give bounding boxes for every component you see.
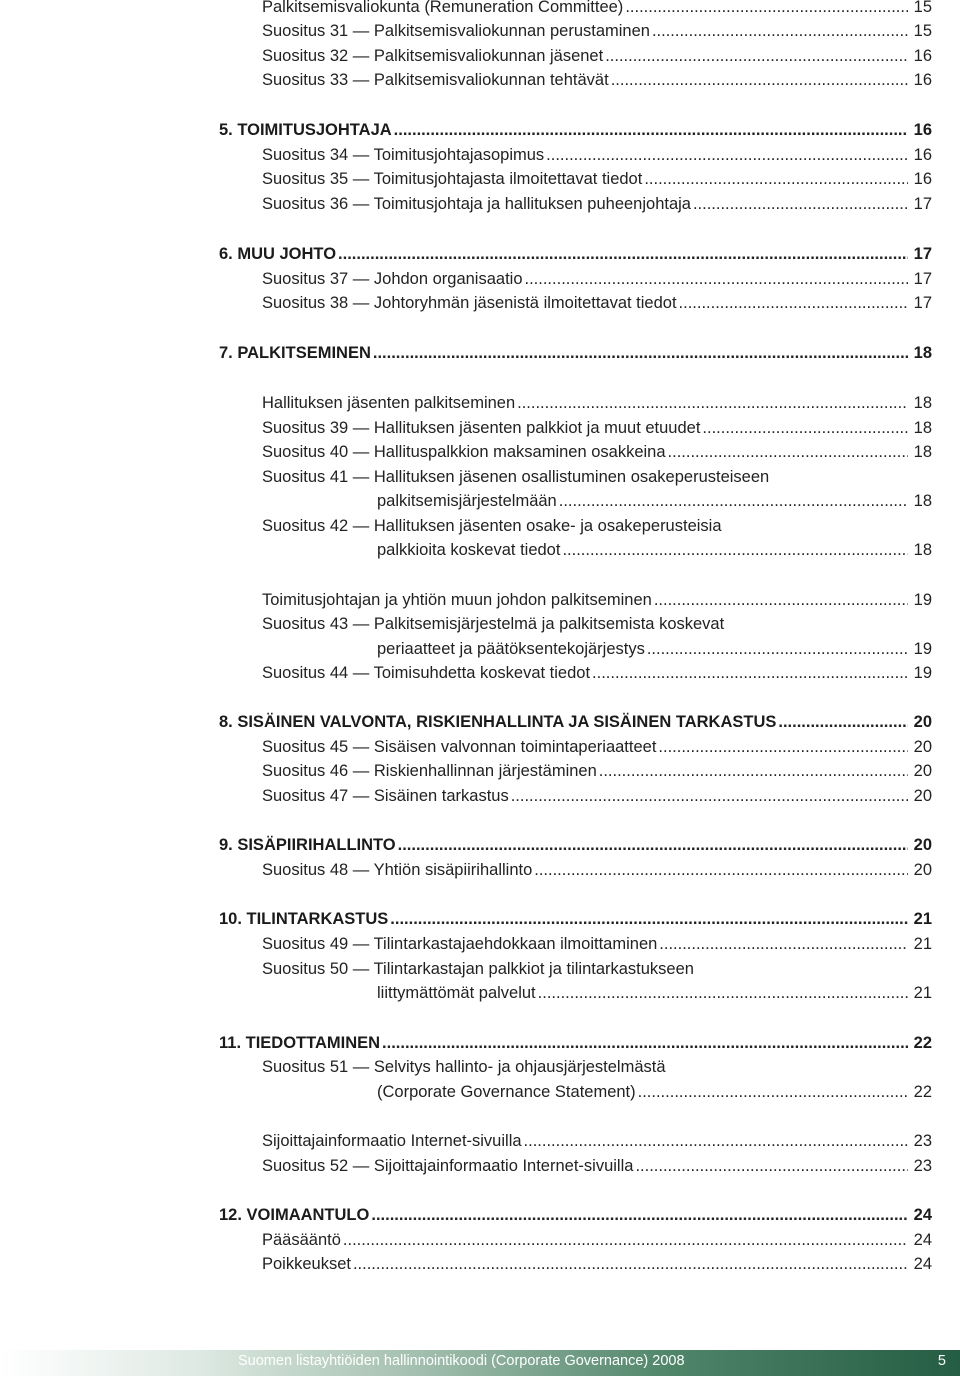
toc-entry-title: Suositus 43 — Palkitsemisjärjestelmä ja palkitsemista koskevat [262, 615, 725, 633]
dot-leader [371, 1204, 907, 1226]
toc-entry-title: Sijoittajainformaatio Internet-sivuilla [262, 1132, 522, 1150]
toc-entry-title: Suositus 31 — Palkitsemisvaliokunnan perustaminen [262, 22, 650, 40]
toc-entry-title: Hallituksen jäsenten palkitseminen [262, 394, 516, 412]
toc-entry[interactable] [262, 292, 932, 314]
toc-entry-title: Suositus 52 — Sijoittajainformaatio Internet-sivuilla [262, 1157, 634, 1175]
toc-entry[interactable] [262, 193, 932, 215]
toc-entry[interactable] [262, 168, 932, 190]
dot-leader [702, 417, 907, 439]
toc-entry-title: Suositus 49 — Tilintarkastajaehdokkaan ilmoittaminen [262, 935, 658, 953]
toc-entry-title: 11. TIEDOTTAMINEN [219, 1034, 381, 1052]
toc-page-number: 15 [913, 0, 932, 16]
toc-heading[interactable] [219, 908, 932, 930]
toc-heading[interactable] [219, 834, 932, 856]
toc-entry[interactable] [262, 392, 932, 414]
toc-entry[interactable] [377, 982, 932, 1004]
dot-leader [394, 119, 908, 141]
toc-entry-title: 12. VOIMAANTULO [219, 1206, 370, 1224]
dot-leader [534, 859, 907, 881]
toc-entry[interactable] [262, 760, 932, 782]
toc-entry[interactable] [262, 20, 932, 42]
toc-entry-title: Suositus 37 — Johdon organisaatio [262, 270, 523, 288]
dot-leader [338, 243, 908, 265]
toc-page-number: 24 [913, 1206, 932, 1224]
toc-page-number: 16 [913, 71, 932, 89]
dot-leader [668, 441, 908, 463]
dot-leader [693, 193, 908, 215]
page-footer [0, 1350, 960, 1376]
toc-page-number: 17 [913, 195, 932, 213]
toc-page-number: 21 [913, 910, 932, 928]
dot-leader [511, 785, 908, 807]
toc-entry[interactable] [377, 539, 932, 561]
toc-page-number: 24 [913, 1231, 932, 1249]
footer-title: Suomen listayhtiöiden hallinnointikoodi (Corporate Governance) 2008 [238, 1353, 685, 1369]
toc-entry-title: palkkioita koskevat tiedot [377, 541, 561, 559]
dot-leader [382, 1032, 908, 1054]
toc-entry[interactable] [262, 785, 932, 807]
toc-page-number: 21 [913, 984, 932, 1002]
toc-entry-title: 7. PALKITSEMINEN [219, 344, 371, 362]
toc-entry[interactable] [377, 490, 932, 512]
toc-heading[interactable] [219, 1032, 932, 1054]
dot-leader [638, 1081, 908, 1103]
toc-entry[interactable] [262, 0, 932, 18]
toc-page-number: 20 [913, 787, 932, 805]
toc-entry-title: Suositus 50 — Tilintarkastajan palkkiot ja tilintarkastukseen [262, 960, 694, 978]
toc-entry[interactable] [262, 933, 932, 955]
toc-heading[interactable] [219, 711, 932, 733]
dot-leader [592, 662, 908, 684]
toc-entry[interactable] [262, 736, 932, 758]
toc-entry-title: Suositus 33 — Palkitsemisvaliokunnan tehtävät [262, 71, 609, 89]
dot-leader [546, 144, 907, 166]
toc-page-number: 16 [913, 47, 932, 65]
toc-page-number: 20 [913, 861, 932, 879]
toc-heading[interactable] [219, 119, 932, 141]
toc-entry-title: Suositus 48 — Yhtiön sisäpiirihallinto [262, 861, 533, 879]
toc-page-number: 18 [913, 344, 932, 362]
toc-page-number: 17 [913, 270, 932, 288]
toc-entry[interactable] [262, 69, 932, 91]
toc-entry-title: 10. TILINTARKASTUS [219, 910, 389, 928]
toc-entry-title: periaatteet ja päätöksentekojärjestys [377, 640, 645, 658]
toc-heading[interactable] [219, 243, 932, 265]
toc-page-number: 23 [913, 1132, 932, 1150]
dot-leader [654, 589, 908, 611]
toc-entry[interactable] [262, 958, 932, 980]
toc-heading[interactable] [219, 1204, 932, 1226]
toc-entry-title: Suositus 41 — Hallituksen jäsenen osallistuminen osakeperusteiseen [262, 468, 770, 486]
dot-leader [599, 760, 908, 782]
toc-entry-title: Suositus 39 — Hallituksen jäsenten palkkiot ja muut etuudet [262, 419, 701, 437]
toc-entry-title: Pääsääntö [262, 1231, 341, 1249]
dot-leader [538, 982, 908, 1004]
toc-entry[interactable] [262, 1056, 932, 1078]
toc-page-number: 19 [913, 591, 932, 609]
toc-entry-title: liittymättömät palvelut [377, 984, 536, 1002]
dot-leader [525, 268, 908, 290]
toc-page-number: 18 [913, 541, 932, 559]
toc-entry-title: Palkitsemisvaliokunta (Remuneration Committee) [262, 0, 624, 16]
dot-leader [524, 1130, 908, 1152]
footer-page-number: 5 [937, 1353, 946, 1369]
toc-page-number: 23 [913, 1157, 932, 1175]
toc-page-number: 16 [913, 170, 932, 188]
toc-entry[interactable] [262, 662, 932, 684]
toc-entry[interactable] [262, 417, 932, 439]
toc-page-number: 20 [913, 738, 932, 756]
dot-leader [398, 834, 908, 856]
toc-entry-title: Poikkeukset [262, 1255, 351, 1273]
toc-page-number: 22 [913, 1083, 932, 1101]
toc-entry[interactable] [262, 613, 932, 635]
toc-page-number: 19 [913, 664, 932, 682]
toc-entry-title: 8. SISÄINEN VALVONTA, RISKIENHALLINTA JA SISÄINEN TARKASTUS [219, 713, 777, 731]
toc-page-number: 17 [913, 245, 932, 263]
toc-entry-title: 9. SISÄPIIRIHALLINTO [219, 836, 396, 854]
dot-leader [647, 638, 908, 660]
toc-page-number: 19 [913, 640, 932, 658]
toc-entry[interactable] [262, 466, 932, 488]
toc-page-number: 16 [913, 121, 932, 139]
toc-page-number: 21 [913, 935, 932, 953]
toc-entry[interactable] [262, 589, 932, 611]
dot-leader [679, 292, 908, 314]
toc-entry-title: Suositus 51 — Selvitys hallinto- ja ohjausjärjestelmästä [262, 1058, 666, 1076]
toc-entry-title: Suositus 44 — Toimisuhdetta koskevat tiedot [262, 664, 591, 682]
dot-leader [659, 933, 907, 955]
dot-leader [605, 45, 907, 67]
dot-leader [778, 711, 907, 733]
dot-leader [635, 1155, 907, 1177]
toc-entry[interactable] [262, 1130, 932, 1152]
toc-page-number: 16 [913, 146, 932, 164]
dot-leader [390, 908, 907, 930]
toc-heading[interactable] [219, 342, 932, 364]
dot-leader [652, 20, 908, 42]
toc-entry[interactable] [262, 441, 932, 463]
dot-leader [373, 342, 908, 364]
toc-entry[interactable] [262, 268, 932, 290]
toc-entry[interactable] [262, 144, 932, 166]
toc-page-number: 24 [913, 1255, 932, 1273]
toc-entry-title: Toimitusjohtajan ja yhtiön muun johdon palkitseminen [262, 591, 652, 609]
toc-entry[interactable] [377, 638, 932, 660]
toc-entry-title: Suositus 46 — Riskienhallinnan järjestäminen [262, 762, 597, 780]
toc-page-number: 22 [913, 1034, 932, 1052]
toc-page-number: 18 [913, 443, 932, 461]
dot-leader [559, 490, 908, 512]
toc-page-number: 15 [913, 22, 932, 40]
toc-entry[interactable] [262, 45, 932, 67]
toc-entry-title: (Corporate Governance Statement) [377, 1083, 636, 1101]
toc-page-number: 17 [913, 294, 932, 312]
toc-page-number: 18 [913, 394, 932, 412]
dot-leader [517, 392, 908, 414]
toc-page-number: 18 [913, 492, 932, 510]
toc-entry-title: Suositus 35 — Toimitusjohtajasta ilmoitettavat tiedot [262, 170, 643, 188]
toc-page-number: 20 [913, 713, 932, 731]
dot-leader [658, 736, 907, 758]
dot-leader [644, 168, 907, 190]
toc-entry-title: Suositus 34 — Toimitusjohtajasopimus [262, 146, 545, 164]
toc-entry-title: Suositus 38 — Johtoryhmän jäsenistä ilmoitettavat tiedot [262, 294, 677, 312]
toc-entry[interactable] [262, 1253, 932, 1275]
toc-entry-title: 5. TOIMITUSJOHTAJA [219, 121, 392, 139]
toc-entry[interactable] [262, 859, 932, 881]
toc-page-number: 20 [913, 836, 932, 854]
toc-entry-title: 6. MUU JOHTO [219, 245, 337, 263]
toc-page-number: 20 [913, 762, 932, 780]
toc-entry-title: Suositus 42 — Hallituksen jäsenten osake- ja osakeperusteisia [262, 517, 722, 535]
toc-entry-title: palkitsemisjärjestelmään [377, 492, 557, 510]
dot-leader [562, 539, 907, 561]
toc-entry[interactable] [262, 1155, 932, 1177]
dot-leader [625, 0, 907, 18]
dot-leader [353, 1253, 908, 1275]
toc-entry-title: Suositus 40 — Hallituspalkkion maksaminen osakkeina [262, 443, 666, 461]
toc-entry-title: Suositus 45 — Sisäisen valvonnan toimintaperiaatteet [262, 738, 657, 756]
dot-leader [611, 69, 908, 91]
dot-leader [343, 1229, 908, 1251]
toc-entry[interactable] [377, 1081, 932, 1103]
toc-entry[interactable] [262, 1229, 932, 1251]
toc-entry[interactable] [262, 515, 932, 537]
toc-entry-title: Suositus 47 — Sisäinen tarkastus [262, 787, 509, 805]
toc-page-number: 18 [913, 419, 932, 437]
toc-entry-title: Suositus 32 — Palkitsemisvaliokunnan jäsenet [262, 47, 604, 65]
toc-entry-title: Suositus 36 — Toimitusjohtaja ja hallituksen puheenjohtaja [262, 195, 691, 213]
